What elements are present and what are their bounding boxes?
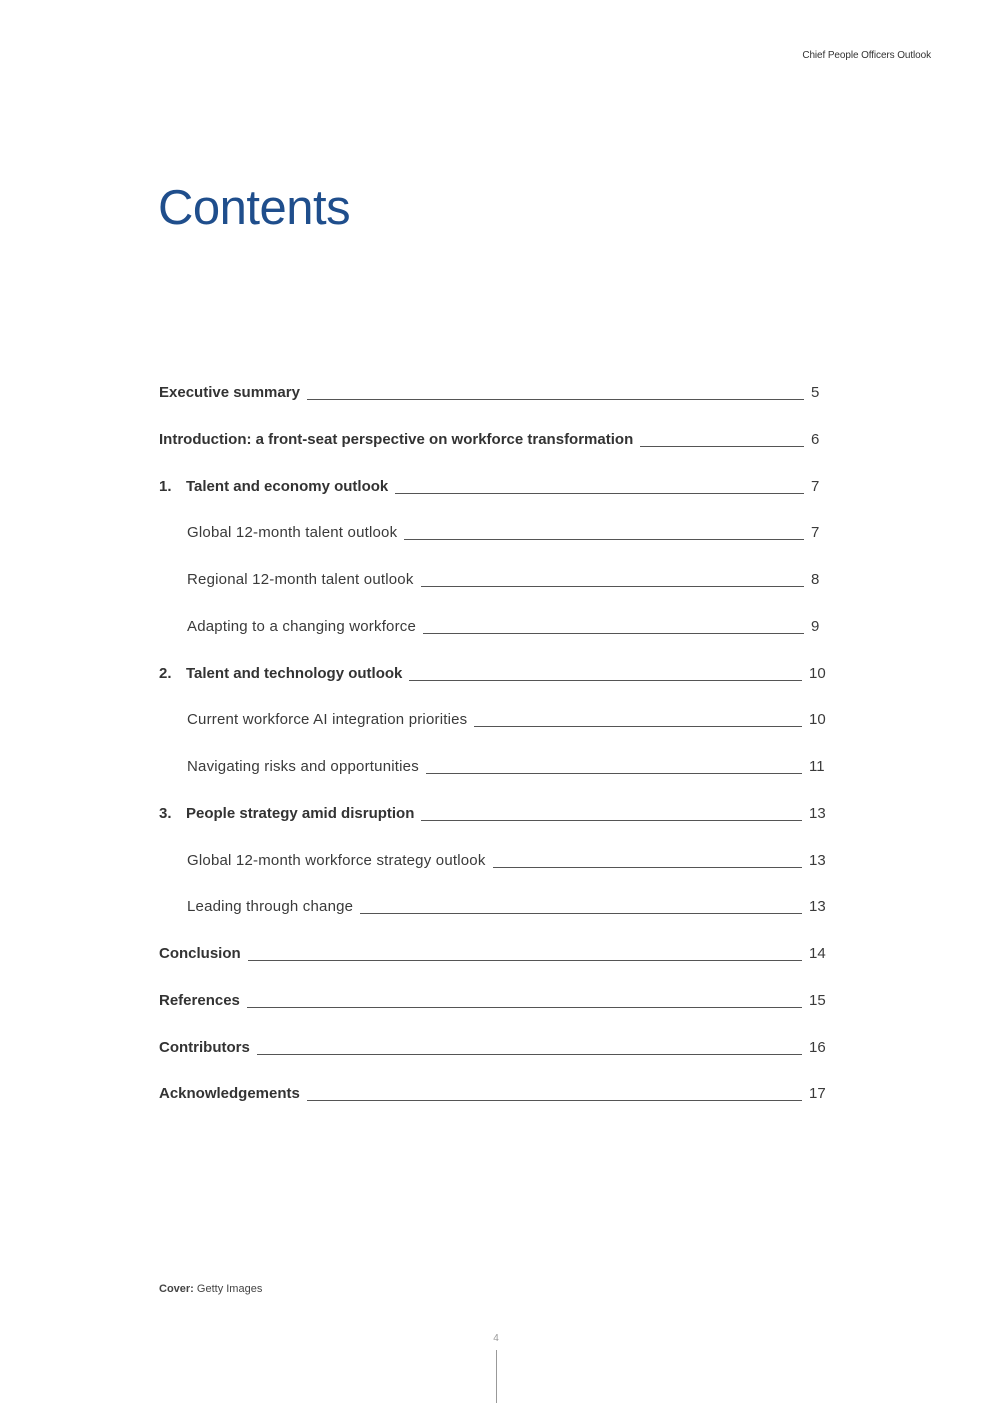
toc-entry[interactable] (159, 1085, 829, 1132)
toc-entry-text: Global 12-month talent outlook (187, 524, 398, 542)
toc-leader-line (474, 713, 802, 727)
toc-entry-text: Executive summary (159, 384, 300, 401)
page-number: 4 (493, 1333, 499, 1344)
toc-entry-text: Global 12-month workforce strategy outlook (187, 851, 486, 869)
toc-entry-page: 8 (811, 571, 820, 588)
toc-entry-label (159, 665, 402, 682)
toc-entry[interactable] (159, 805, 829, 852)
toc-leader-line (640, 433, 804, 447)
toc-entry-label (187, 524, 397, 541)
toc-entry-text: Talent and technology outlook (186, 664, 403, 682)
toc-entry[interactable] (159, 711, 829, 758)
cover-credit-source: Getty Images (196, 1283, 263, 1295)
toc-entry-number: 3. (159, 804, 172, 822)
toc-entry-label (159, 1085, 300, 1102)
toc-entry-text: Adapting to a changing workforce (187, 617, 417, 635)
toc-entry-page: 5 (811, 384, 820, 401)
toc-entry-label (187, 852, 486, 869)
toc-entry-page: 16 (809, 1038, 826, 1056)
toc-entry[interactable] (159, 898, 829, 945)
toc-leader-line (247, 994, 802, 1008)
toc-entry-page: 10 (809, 664, 826, 682)
toc-entry-page: 7 (811, 524, 820, 542)
toc-entry[interactable] (159, 758, 829, 805)
toc-entry[interactable] (159, 852, 829, 899)
toc-entry-page: 7 (811, 477, 820, 495)
cover-credit (159, 1283, 262, 1295)
toc-leader-line (404, 526, 804, 540)
toc-entry-label (187, 758, 419, 775)
toc-leader-line (248, 947, 802, 961)
running-header: Chief People Officers Outlook (802, 50, 931, 61)
toc-entry-text: References (159, 991, 240, 1009)
toc-entry[interactable] (159, 478, 829, 525)
toc-entry-label (187, 571, 414, 588)
toc-entry-text: Talent and economy outlook (186, 477, 389, 495)
toc-entry-number: 2. (159, 664, 172, 682)
toc-leader-line (360, 900, 802, 914)
toc-entry-text: Contributors (159, 1038, 250, 1056)
toc-entry-number: 1. (159, 477, 172, 495)
toc-entry-label (159, 805, 414, 822)
toc-entry-label (159, 478, 388, 495)
toc-entry[interactable] (159, 1039, 829, 1086)
toc-entry[interactable] (159, 945, 829, 992)
toc-leader-line (493, 854, 802, 868)
toc-entry-page: 9 (811, 617, 820, 635)
toc-entry-page: 13 (809, 804, 826, 822)
toc-entry-label (159, 1039, 250, 1056)
toc-leader-line (421, 807, 802, 821)
cover-credit-label: Cover: (159, 1283, 194, 1295)
toc-entry-label (187, 618, 416, 635)
table-of-contents (159, 384, 829, 1132)
toc-entry-text: Conclusion (159, 945, 241, 962)
toc-entry-page: 13 (809, 898, 826, 916)
toc-entry-label (159, 945, 241, 962)
toc-entry-text: Introduction: a front-seat perspective on workforce transformation (159, 430, 634, 448)
toc-entry-page: 13 (809, 851, 826, 869)
toc-leader-line (395, 480, 804, 494)
toc-leader-line (426, 760, 802, 774)
toc-entry-text: People strategy amid disruption (186, 804, 415, 822)
toc-entry[interactable] (159, 384, 829, 431)
toc-entry-text: Navigating risks and opportunities (187, 758, 419, 775)
toc-leader-line (257, 1041, 802, 1055)
toc-leader-line (307, 386, 804, 400)
toc-entry-text: Acknowledgements (159, 1085, 300, 1103)
page-title: Contents (158, 181, 351, 235)
toc-entry-label (159, 992, 240, 1009)
toc-entry[interactable] (159, 992, 829, 1039)
toc-leader-line (307, 1087, 802, 1101)
toc-entry-page: 6 (811, 430, 820, 448)
toc-entry[interactable] (159, 524, 829, 571)
toc-entry-label (159, 431, 633, 448)
toc-entry-text: Current workforce AI integration priorities (187, 711, 468, 729)
toc-entry-page: 11 (809, 758, 825, 775)
toc-entry-label (187, 711, 467, 728)
page-divider-line (496, 1350, 497, 1403)
toc-entry-page: 10 (809, 711, 826, 729)
toc-entry-page: 17 (809, 1085, 826, 1103)
toc-leader-line (409, 667, 802, 681)
toc-entry-label (159, 384, 300, 401)
toc-entry-text: Leading through change (187, 898, 354, 916)
toc-entry[interactable] (159, 665, 829, 712)
toc-leader-line (421, 573, 804, 587)
toc-entry-page: 14 (809, 945, 826, 962)
toc-entry-label (187, 898, 353, 915)
toc-entry-text: Regional 12-month talent outlook (187, 571, 414, 588)
toc-leader-line (423, 620, 804, 634)
toc-entry[interactable] (159, 571, 829, 618)
toc-entry[interactable] (159, 618, 829, 665)
toc-entry[interactable] (159, 431, 829, 478)
toc-entry-page: 15 (809, 991, 826, 1009)
